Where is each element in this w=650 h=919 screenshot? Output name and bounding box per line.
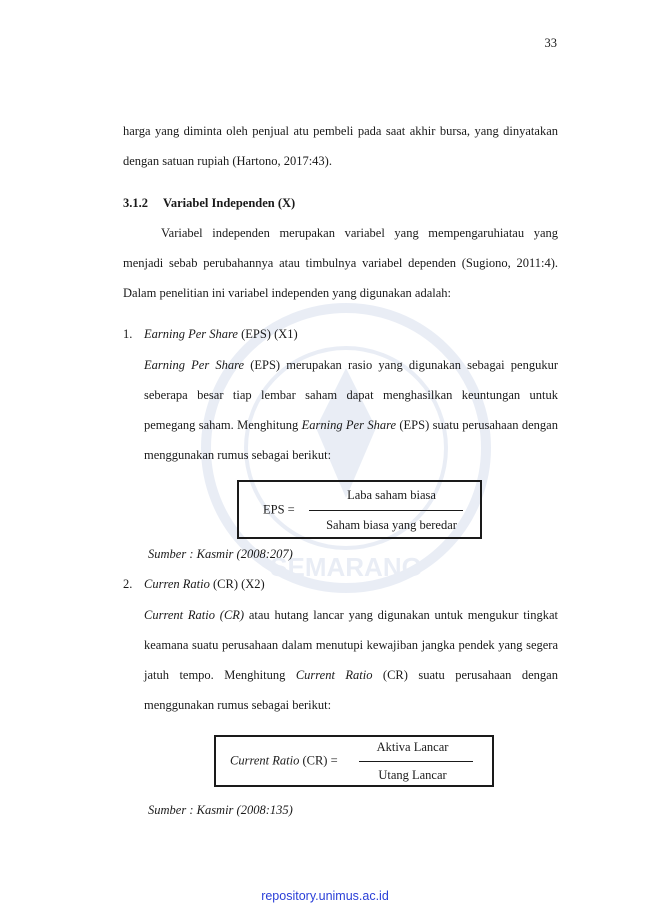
cr-source: Sumber : Kasmir (2008:135) — [148, 803, 293, 817]
eps-description — [144, 350, 558, 470]
list-term-suffix: (EPS) (X1) — [237, 327, 298, 341]
formula-lhs: EPS = — [263, 502, 295, 516]
list-term: Curren Ratio — [144, 577, 210, 591]
formula-denominator: Utang Lancar — [378, 768, 447, 782]
formula-numerator: Laba saham biasa — [347, 488, 436, 502]
eps-text-1: (EPS) merupakan rasio yang digunakan sebagai pengukur seberapa besar tiap lembar saham dapat menghasilkan keuntungan untuk pemegang saham. Menghitung — [144, 358, 558, 432]
paragraph-intro: Variabel independen merupakan variabel yang mempengaruhiatau yang menjadi sebab perubahannya atau timbulnya variabel dependen (Sugiono, 2011:4). Dalam penelitian ini variabel independen yang digunakan adalah: — [123, 226, 558, 300]
list-term: Earning Per Share — [144, 327, 238, 341]
list-item-cr — [123, 569, 265, 599]
cr-term: Current Ratio (CR) — [144, 608, 245, 622]
cr-term-2: Current Ratio — [295, 668, 373, 682]
formula-denominator: Saham biasa yang beredar — [326, 518, 457, 532]
page-number: 33 — [544, 36, 557, 50]
watermark-text: SEMARANG — [270, 552, 422, 582]
section-number: 3.1.2 — [123, 196, 148, 210]
cr-description — [144, 600, 558, 720]
formula-lhs-term: Current Ratio — [230, 753, 300, 768]
cr-text-1: atau hutang lancar yang digunakan untuk mengukur tingkat keamana suatu perusahaan dalam menutupi kewajiban jangka pendek yang segera jatuh tempo. Menghitung — [144, 608, 558, 682]
cr-text-2: (CR) suatu perusahaan dengan menggunakan rumus sebagai berikut: — [144, 668, 558, 712]
eps-term: Earning Per Share — [144, 358, 245, 372]
eps-source: Sumber : Kasmir (2008:207) — [148, 547, 293, 561]
repository-footer-link[interactable]: repository.unimus.ac.id — [261, 889, 389, 903]
list-number: 2. — [123, 577, 133, 591]
formula-numerator: Aktiva Lancar — [376, 740, 449, 754]
fraction-bar — [359, 761, 473, 762]
eps-text-2: (EPS) suatu perusahaan dengan menggunakan rumus sebagai berikut: — [144, 418, 558, 462]
eps-term-2: Earning Per Share — [301, 418, 397, 432]
fraction-bar — [309, 510, 463, 511]
section-heading — [123, 188, 295, 218]
eps-formula-box — [237, 480, 482, 539]
cr-formula-box — [214, 735, 494, 787]
list-item-eps — [123, 319, 298, 349]
list-number: 1. — [123, 327, 133, 341]
formula-lhs-rest: (CR) = — [299, 753, 338, 768]
list-term-suffix: (CR) (X2) — [209, 577, 265, 591]
paragraph-continued: harga yang diminta oleh penjual atu pembeli pada saat akhir bursa, yang dinyatakan dengan satuan rupiah (Hartono, 2017:43). — [123, 124, 558, 168]
formula-lhs — [230, 754, 338, 769]
section-title: Variabel Independen (X) — [163, 196, 296, 210]
